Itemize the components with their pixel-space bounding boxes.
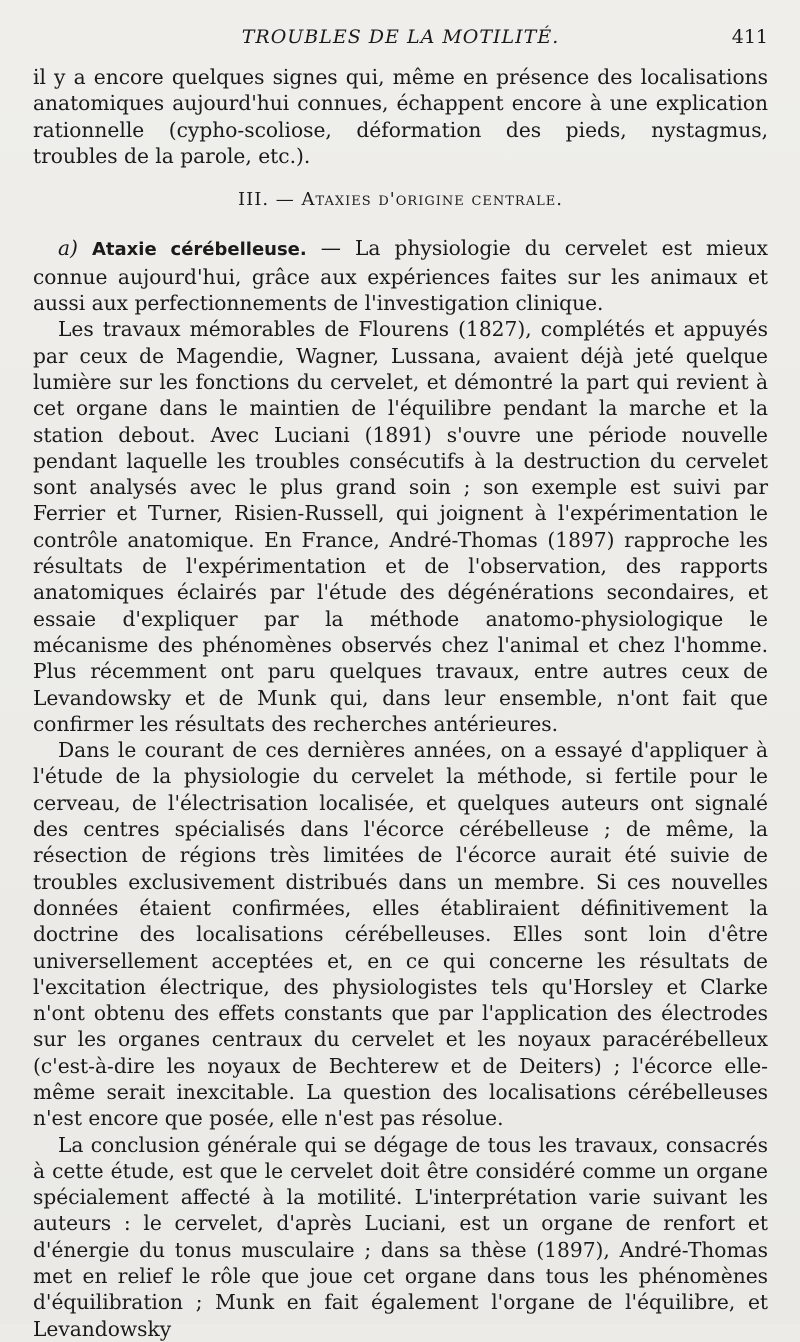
intro-paragraph: il y a encore quelques signes qui, même en présence des localisations anatomiques aujourd'hui connues, échappent encore à une explication rationnelle (cypho-scoliose, déformation des pieds, nystagmus, troubles de la parole, etc.). (33, 65, 768, 168)
subsection-title: Ataxie cérébelleuse. (91, 239, 307, 261)
paragraph-text: — La physiologie du cervelet est mieux connue aujourd'hui, grâce aux expériences faites sur les animaux et aussi aux perfectionnements de l'investigation clinique. (33, 236, 768, 316)
page-header (33, 26, 768, 56)
page-body (33, 64, 768, 1342)
page-number: 411 (731, 26, 768, 48)
subsection-label: a) (58, 236, 78, 261)
paragraph-electrisation: Dans le courant de ces dernières années, on a essayé d'appliquer à l'étude de la physiologie du cervelet la méthode, si fertile pour le cerveau, de l'électrisation localisée, et quelques auteurs ont signalé des centres spécialisés dans l'écorce cérébelleuse ; de même, la résection de régions très limitées de l'écorce aurait été suivie de troubles exclusivement distribués dans un membre. Si ces nouvelles données étaient confirmées, elles établiraient définitivement la doctrine des localisations cérébelleuses. Elles sont loin d'être universellement acceptées et, en ce qui concerne les résultats de l'excitation électrique, des physiologistes tels qu'Horsley et Clarke n'ont obtenu des effets constants que par l'application des électrodes sur les organes centraux du cervelet et les noyaux paracérébelleux (c'est-à-dire les noyaux de Bechterew et de Deiters) ; l'écorce elle-même serait inexcitable. La question des localisations cérébelleuses n'est encore que posée, elle n'est pas résolue. (33, 738, 768, 1131)
section-heading: III. — Ataxies d'origine centrale. (238, 189, 563, 211)
paragraph-conclusion: La conclusion générale qui se dégage de tous les travaux, consacrés à cette étude, est que le cervelet doit être considéré comme un organe spécialement affecté à la motilité. L'interprétation varie suivant les auteurs : le cervelet, d'après Luciani, est un organe de renfort et d'énergie du tonus musculaire ; dans sa thèse (1897), André-Thomas met en relief le rôle que joue cet organe dans tous les phénomènes d'équilibration ; Munk en fait également l'organe de l'équilibre, et Levandowsky (33, 1132, 768, 1341)
paragraph-ataxie-cerebelleuse (33, 235, 768, 316)
running-title: TROUBLES DE LA MOTILITÉ. (241, 26, 560, 48)
paragraph-flourens: Les travaux mémorables de Flourens (1827), complétés et appuyés par ceux de Magendie, Wagner, Lussana, avaient déjà jeté quelque lumière sur les fonctions du cervelet, et démontré la part qui revient à cet organe dans le maintien de l'équilibre pendant la marche et la station debout. Avec Luciani (1891) s'ouvre une période nouvelle pendant laquelle les troubles consécutifs à la destruction du cervelet sont analysés avec le plus grand soin ; son exemple est suivi par Ferrier et Turner, Risien-Russell, qui joignent à l'expérimentation le contrôle anatomique. En France, André-Thomas (1897) rapproche les résultats de l'expérimentation et de l'observation, des rapports anatomiques éclairés par l'étude des dégénérations secondaires, et essaie d'expliquer par la méthode anatomo-physiologique le mécanisme des phénomènes observés chez l'animal et chez l'homme. Plus récemment ont paru quelques travaux, entre autres ceux de Levandowsky et de Munk qui, dans leur ensemble, n'ont fait que confirmer les résultats des recherches antérieures. (33, 317, 768, 736)
